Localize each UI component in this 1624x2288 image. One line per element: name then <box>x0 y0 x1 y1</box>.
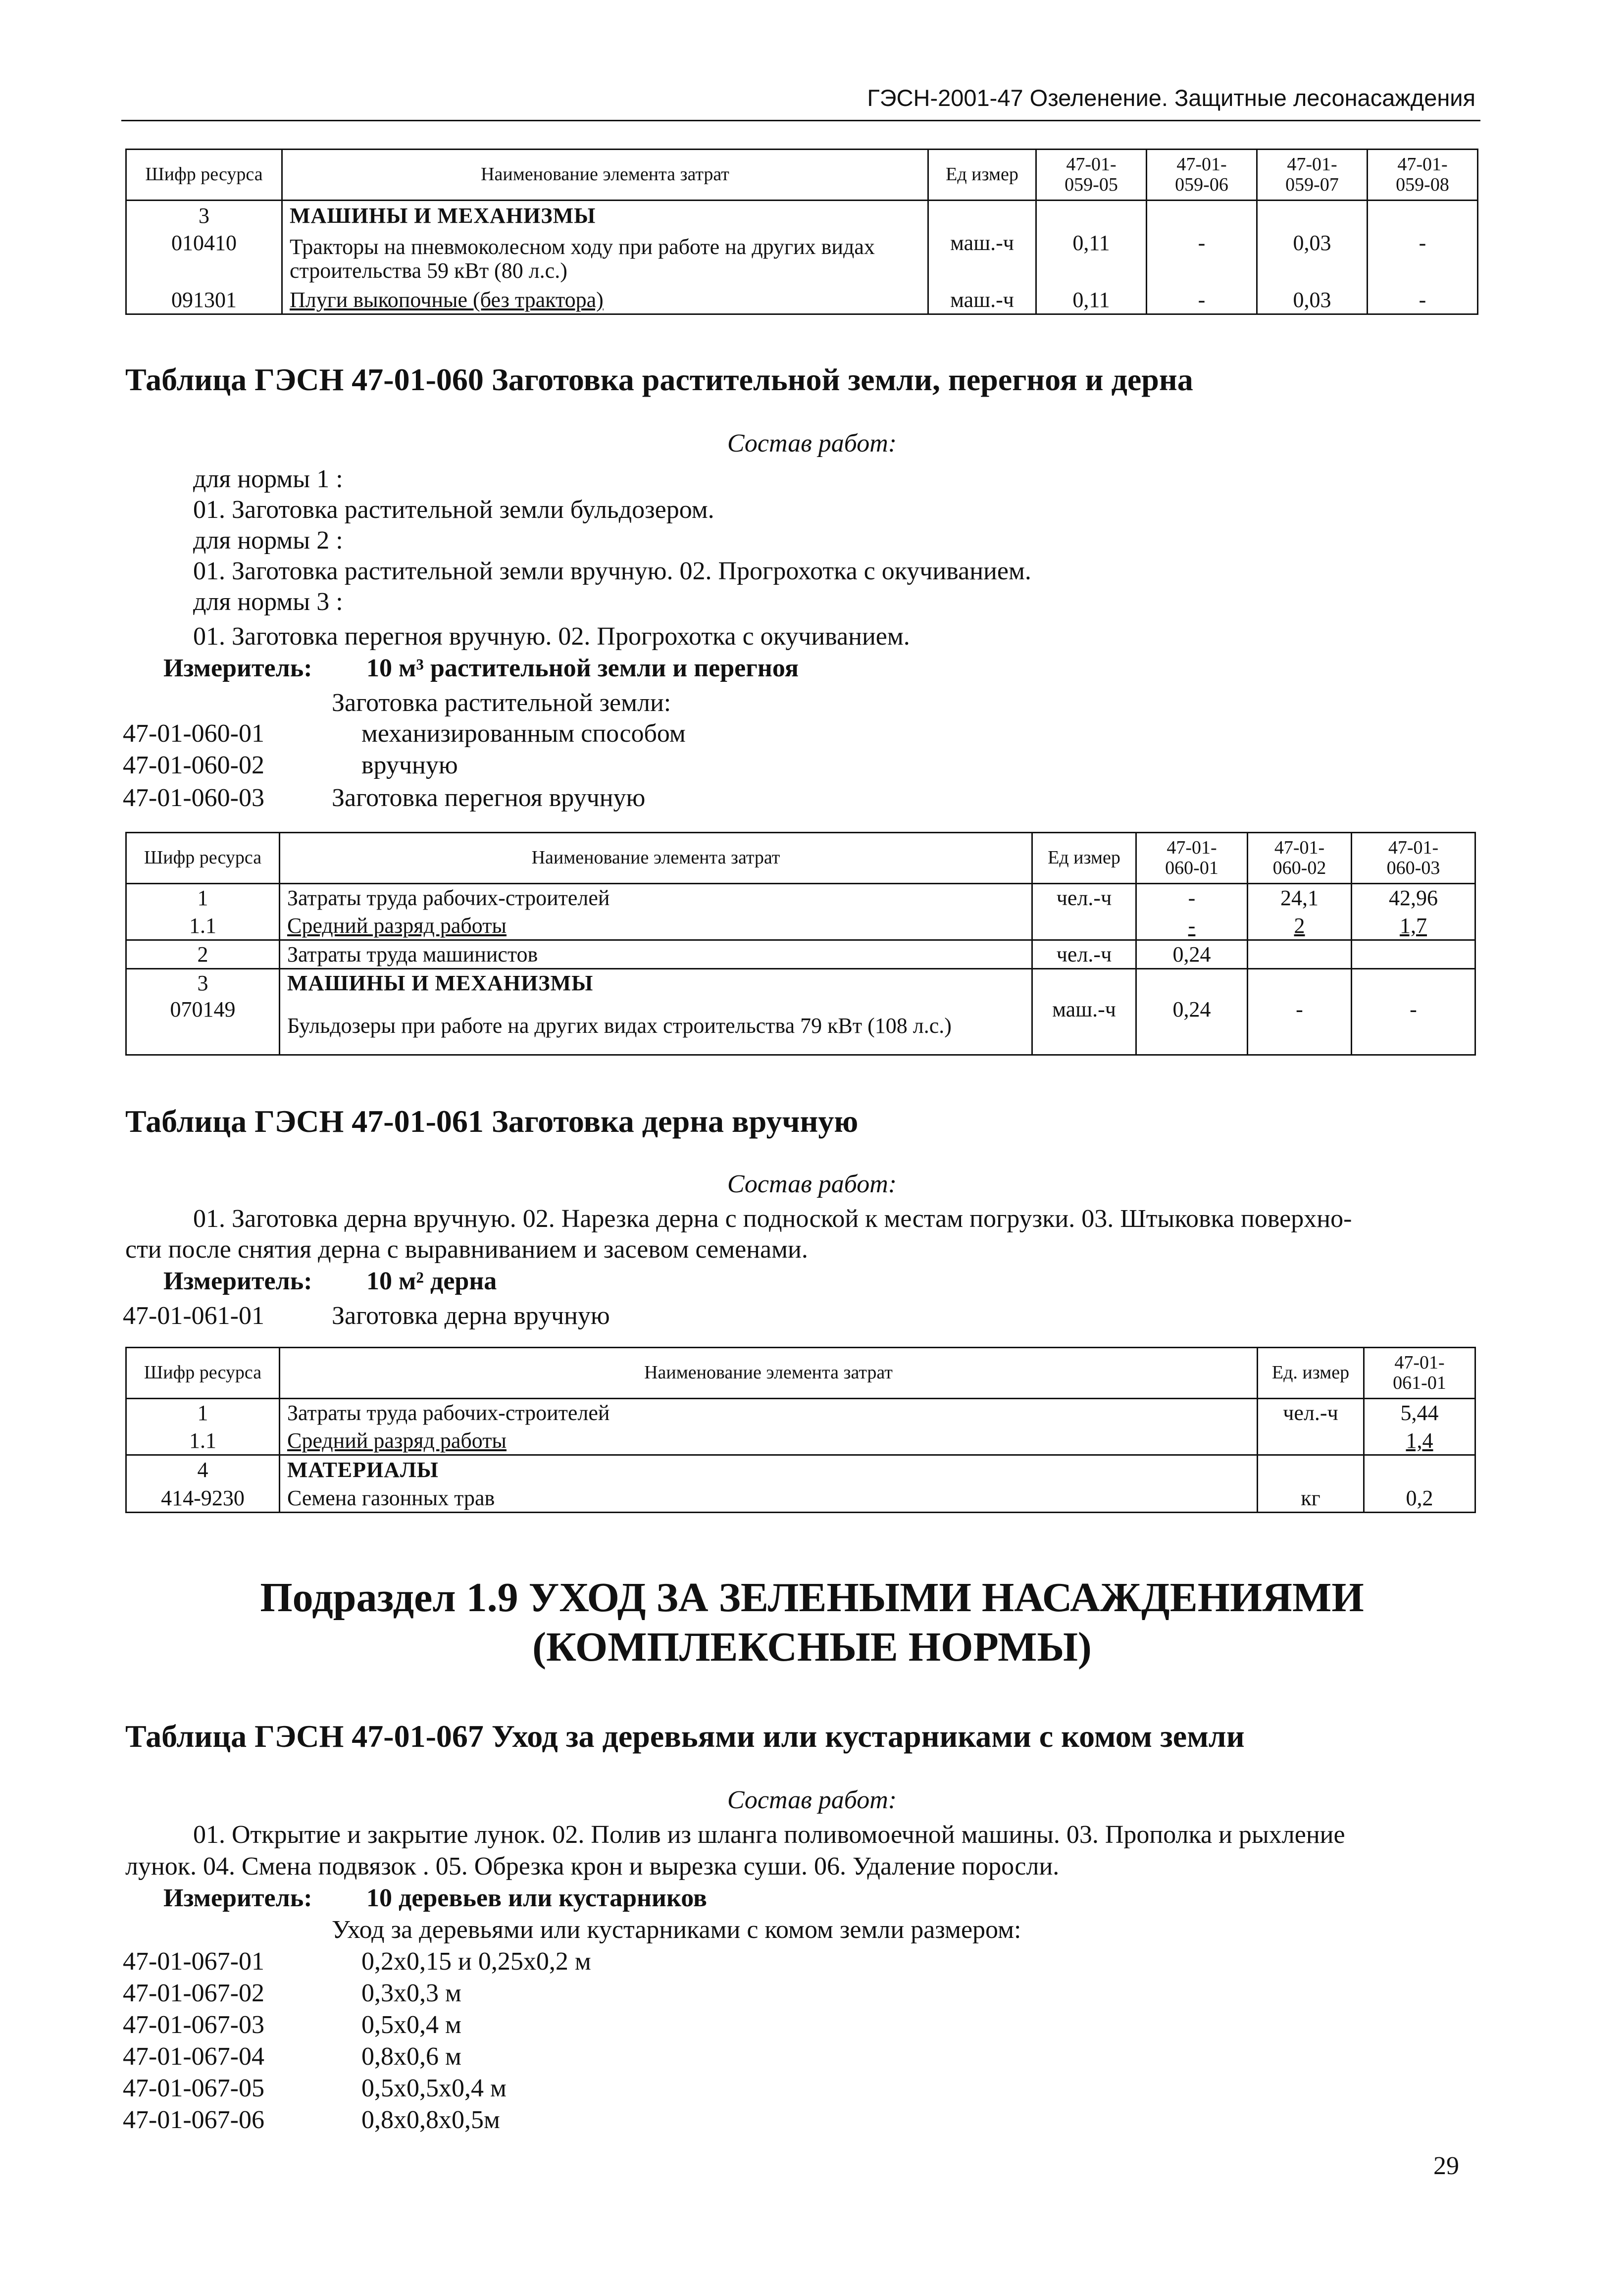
cell-code: 1.1 <box>126 1427 280 1455</box>
norm-desc: Заготовка перегноя вручную <box>332 784 646 812</box>
cell-name: Средний разряд работы <box>280 913 1032 940</box>
cell-value <box>1248 940 1352 969</box>
work-text: 01. Заготовка дерна вручную. 02. Нарезка дерна с подноской к местам погрузки. 03. Штыковка поверхно- <box>193 1205 1352 1233</box>
th-unit: Ед измер <box>1032 833 1136 884</box>
norm-line: для нормы 2 : <box>193 526 343 555</box>
th-norm: 47-01- 061-01 <box>1364 1348 1475 1399</box>
cell-value: 2 <box>1248 913 1352 940</box>
cell-name: Затраты труда рабочих-строителей <box>280 884 1032 913</box>
th-unit: Ед. измер <box>1258 1348 1364 1399</box>
cell-unit: чел.-ч <box>1258 1399 1364 1427</box>
table-067-title: Таблица ГЭСН 47-01-067 Уход за деревьями или кустарниками с комом земли <box>125 1719 1245 1754</box>
meter-value: 10 м³ растительной земли и перегноя <box>366 654 799 682</box>
cell-code: 1 <box>126 1399 280 1427</box>
table-059 <box>125 149 1478 315</box>
work-text: сти после снятия дерна с выравниванием и засевом семенами. <box>125 1235 808 1264</box>
cell-value: 42,96 <box>1352 884 1475 913</box>
norm-desc: вручную <box>361 751 458 779</box>
cell-value <box>1036 201 1147 231</box>
running-header: ГЭСН-2001-47 Озеленение. Защитные лесонасаждения <box>867 85 1475 111</box>
norm-desc: механизированным способом <box>361 719 686 748</box>
norm-desc: 0,5х0,4 м <box>361 2011 461 2039</box>
work-text: 01. Открытие и закрытие лунок. 02. Полив из шланга поливомоечной машины. 03. Прополка и рыхление <box>193 1821 1345 1849</box>
th-name: Наименование элемента затрат <box>282 150 928 201</box>
cell-name: МАТЕРИАЛЫ <box>280 1455 1258 1485</box>
cell-value <box>1352 969 1475 998</box>
group-title: Заготовка растительной земли: <box>332 689 671 717</box>
th-norm: 47-01- 060-01 <box>1136 833 1248 884</box>
cell-code: 3 <box>126 201 282 231</box>
th-name: Наименование элемента затрат <box>280 833 1032 884</box>
cell-value: 1,7 <box>1352 913 1475 940</box>
cell-unit: чел.-ч <box>1032 940 1136 969</box>
cell-code: 414-9230 <box>126 1485 280 1513</box>
cell-value: 0,11 <box>1036 287 1147 314</box>
th-norm: 47-01- 060-02 <box>1248 833 1352 884</box>
cell-value: - <box>1147 287 1257 314</box>
norm-desc: Заготовка дерна вручную <box>332 1302 610 1330</box>
th-norm: 47-01- 059-08 <box>1368 150 1478 201</box>
norm-code: 47-01-067-05 <box>123 2074 264 2102</box>
subsection-title-line1: Подраздел 1.9 УХОД ЗА ЗЕЛЕНЫМИ НАСАЖДЕНИЯМИ <box>260 1575 1364 1621</box>
cell-value: - <box>1136 884 1248 913</box>
cell-value: - <box>1136 913 1248 940</box>
norm-code: 47-01-067-02 <box>123 1979 264 2007</box>
work-text: лунок. 04. Смена подвязок . 05. Обрезка крон и вырезка суши. 06. Удаление поросли. <box>125 1852 1060 1881</box>
norm-code: 47-01-067-01 <box>123 1947 264 1976</box>
cell-value: - <box>1368 231 1478 287</box>
cell-code: 010410 <box>126 231 282 287</box>
cell-value: 5,44 <box>1364 1399 1475 1427</box>
cell-code: 1.1 <box>126 913 280 940</box>
cell-unit: маш.-ч <box>928 287 1036 314</box>
cell-name: Средний разряд работы <box>280 1427 1258 1455</box>
cell-value <box>1368 201 1478 231</box>
cell-name: Семена газонных трав <box>280 1485 1258 1513</box>
cell-value: 0,03 <box>1257 231 1368 287</box>
cell-unit <box>1032 969 1136 998</box>
meter-value: 10 деревьев или кустарников <box>366 1884 708 1912</box>
cell-value: 0,03 <box>1257 287 1368 314</box>
table-row <box>126 287 1478 314</box>
meter-label: Измеритель: <box>163 1884 312 1912</box>
table-061-title: Таблица ГЭСН 47-01-061 Заготовка дерна вручную <box>125 1104 859 1139</box>
cell-unit: кг <box>1258 1485 1364 1513</box>
norm-line: 01. Заготовка растительной земли бульдозером. <box>193 496 714 524</box>
cell-name: Тракторы на пневмоколесном ходу при работе на других видах строительства 59 кВт (80 л.с.) <box>282 231 928 287</box>
cell-value <box>1257 201 1368 231</box>
cell-unit <box>1258 1427 1364 1455</box>
norm-desc: 0,2х0,15 и 0,25х0,2 м <box>361 1947 591 1976</box>
cell-name: МАШИНЫ И МЕХАНИЗМЫ <box>280 969 1032 998</box>
cell-value <box>1364 1455 1475 1485</box>
table-header-row <box>126 150 1478 201</box>
cell-value: - <box>1147 231 1257 287</box>
meter-label: Измеритель: <box>163 654 312 682</box>
cell-code: 1 <box>126 884 280 913</box>
cell-value: 24,1 <box>1248 884 1352 913</box>
norm-line: 01. Заготовка перегноя вручную. 02. Прогрохотка с окучиванием. <box>193 622 910 651</box>
th-norm: 47-01- 060-03 <box>1352 833 1475 884</box>
norm-line: для нормы 1 : <box>193 465 343 493</box>
cell-name: Плуги выкопочные (без трактора) <box>282 287 928 314</box>
meter-value: 10 м² дерна <box>366 1267 497 1295</box>
cell-code: 2 <box>126 940 280 969</box>
cell-value: 1,4 <box>1364 1427 1475 1455</box>
norm-code: 47-01-060-01 <box>123 719 264 748</box>
header-rule <box>121 120 1480 121</box>
norm-line: 01. Заготовка растительной земли вручную. 02. Прогрохотка с окучиванием. <box>193 557 1031 585</box>
norm-desc: 0,8х0,6 м <box>361 2042 461 2071</box>
meter-label: Измеритель: <box>163 1267 312 1295</box>
th-code: Шифр ресурса <box>126 1348 280 1399</box>
table-row <box>126 998 1475 1055</box>
cell-name: Затраты труда рабочих-строителей <box>280 1399 1258 1427</box>
table-060-title: Таблица ГЭСН 47-01-060 Заготовка растительной земли, перегноя и дерна <box>125 362 1193 397</box>
cell-unit: маш.-ч <box>928 231 1036 287</box>
cell-unit <box>928 201 1036 231</box>
th-name: Наименование элемента затрат <box>280 1348 1258 1399</box>
cell-name: Бульдозеры при работе на других видах строительства 79 кВт (108 л.с.) <box>280 998 1032 1055</box>
table-row <box>126 1485 1475 1513</box>
subsection-title-line2: (КОМПЛЕКСНЫЕ НОРМЫ) <box>532 1624 1092 1670</box>
table-header-row <box>126 1348 1475 1399</box>
table-row <box>126 201 1478 231</box>
cell-code: 4 <box>126 1455 280 1485</box>
cell-code: 3 <box>126 969 280 998</box>
group-title: Уход за деревьями или кустарниками с комом земли размером: <box>332 1916 1021 1944</box>
norm-code: 47-01-061-01 <box>123 1302 264 1330</box>
page-number: 29 <box>1433 2152 1459 2180</box>
table-row <box>126 913 1475 940</box>
th-code: Шифр ресурса <box>126 150 282 201</box>
norm-code: 47-01-067-03 <box>123 2011 264 2039</box>
cell-value <box>1147 201 1257 231</box>
cell-value <box>1352 940 1475 969</box>
cell-value: - <box>1368 287 1478 314</box>
cell-unit <box>1032 913 1136 940</box>
th-norm: 47-01- 059-07 <box>1257 150 1368 201</box>
table-row <box>126 231 1478 287</box>
norm-code: 47-01-067-04 <box>123 2042 264 2071</box>
table-row <box>126 1399 1475 1427</box>
table-061 <box>125 1347 1476 1513</box>
th-norm: 47-01- 059-06 <box>1147 150 1257 201</box>
table-060 <box>125 832 1476 1056</box>
cell-value: 0,2 <box>1364 1485 1475 1513</box>
table-row <box>126 969 1475 998</box>
cell-unit <box>1258 1455 1364 1485</box>
norm-code: 47-01-060-03 <box>123 784 264 812</box>
cell-value: - <box>1352 998 1475 1055</box>
cell-name: МАШИНЫ И МЕХАНИЗМЫ <box>282 201 928 231</box>
cell-value <box>1248 969 1352 998</box>
table-header-row <box>126 833 1475 884</box>
cell-code: 091301 <box>126 287 282 314</box>
th-code: Шифр ресурса <box>126 833 280 884</box>
cell-unit: чел.-ч <box>1032 884 1136 913</box>
table-row <box>126 940 1475 969</box>
th-norm: 47-01- 059-05 <box>1036 150 1147 201</box>
norm-line: для нормы 3 : <box>193 588 343 616</box>
sostav-label: Состав работ: <box>727 1170 897 1198</box>
norm-code: 47-01-060-02 <box>123 751 264 779</box>
cell-value: 0,24 <box>1136 940 1248 969</box>
norm-code: 47-01-067-06 <box>123 2106 264 2134</box>
sostav-label: Состав работ: <box>727 1786 897 1814</box>
cell-value: 0,24 <box>1136 998 1248 1055</box>
cell-name: Затраты труда машинистов <box>280 940 1032 969</box>
table-row <box>126 884 1475 913</box>
sostav-label: Состав работ: <box>727 429 897 458</box>
table-row <box>126 1427 1475 1455</box>
table-row <box>126 1455 1475 1485</box>
cell-value: - <box>1248 998 1352 1055</box>
cell-unit: маш.-ч <box>1032 998 1136 1055</box>
norm-desc: 0,3х0,3 м <box>361 1979 461 2007</box>
norm-desc: 0,5х0,5х0,4 м <box>361 2074 507 2102</box>
cell-value <box>1136 969 1248 998</box>
th-unit: Ед измер <box>928 150 1036 201</box>
norm-desc: 0,8х0,8х0,5м <box>361 2106 500 2134</box>
cell-value: 0,11 <box>1036 231 1147 287</box>
cell-code: 070149 <box>126 998 280 1055</box>
